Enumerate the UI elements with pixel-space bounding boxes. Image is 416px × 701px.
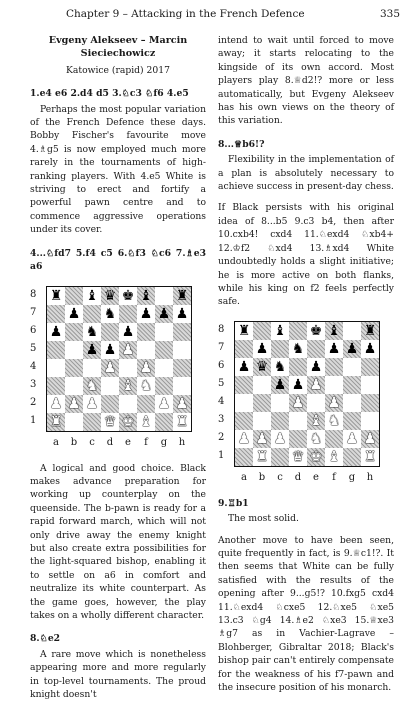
board-square xyxy=(65,413,83,431)
board-square xyxy=(271,358,289,376)
white-rook-icon: ♜ xyxy=(175,413,189,430)
board-square xyxy=(343,376,361,394)
black-knight-icon: ♞ xyxy=(103,305,117,322)
file-label: f xyxy=(332,471,336,483)
board-square xyxy=(325,376,343,394)
paragraph: A rare move which is nonetheless appearing more and more regularly in top-level tournaments. The proud knight doesn't xyxy=(30,648,206,700)
board-square xyxy=(83,377,101,395)
board-square xyxy=(361,322,379,340)
board-square xyxy=(83,359,101,377)
board-square xyxy=(137,341,155,359)
board-square xyxy=(235,340,253,358)
white-pawn-icon: ♟ xyxy=(237,430,251,447)
white-pawn-icon: ♟ xyxy=(67,395,81,412)
move-line: 8.♘e2 xyxy=(30,633,61,645)
black-bishop-icon: ♝ xyxy=(327,322,341,339)
white-pawn-icon: ♟ xyxy=(157,395,171,412)
paragraph: Perhaps the most popular variation of the French Defence these days. Bobby Fischer's favourite move 4.♗g5 is now employed much more rarely in the tournaments of high-ranking players. With 4.e5 White is striving to erect and fortify a powerful pawn centre and to commence aggressive operations under its cover. xyxy=(30,103,206,236)
white-pawn-icon: ♟ xyxy=(139,359,153,376)
board-square xyxy=(307,358,325,376)
event-line: Katowice (rapid) 2017 xyxy=(66,64,170,76)
board-square xyxy=(361,340,379,358)
rank-labels xyxy=(30,286,42,430)
board-square xyxy=(325,322,343,340)
board-square xyxy=(101,287,119,305)
board-square xyxy=(101,341,119,359)
file-label: e xyxy=(313,471,319,483)
board-square xyxy=(119,395,137,413)
black-knight-icon: ♞ xyxy=(85,323,99,340)
white-bishop-icon: ♝ xyxy=(139,413,153,430)
file-label: g xyxy=(160,436,168,448)
board-square xyxy=(325,412,343,430)
board-square xyxy=(47,287,65,305)
black-pawn-icon: ♟ xyxy=(85,341,99,358)
rank-label: 2 xyxy=(30,396,37,408)
board-square xyxy=(83,287,101,305)
board-square xyxy=(65,377,83,395)
board-square xyxy=(289,448,307,466)
running-header xyxy=(30,6,402,22)
board-square xyxy=(47,395,65,413)
board-square xyxy=(47,377,65,395)
board-square xyxy=(289,412,307,430)
paragraph: Another move to have been seen, quite frequently in fact, is 9.♕c1!?. It then seems that White can be fully satisfied with the results of the opening after 9...g5!? 10.fxg5 cxd4 11.♘exd4 ♘cxe5 12.♘xe5 ♘xe5 13.c3 ♘g4 14.♗e2 ♘xe3 15.♕xe3 ♗g7 as in Vachier-Lagrave – Blohberger, Gibraltar 2018; Black's bishop pair can't entirely compensate for the weakness of his f7-pawn and the insecure position of his monarch. xyxy=(218,534,394,693)
board-square xyxy=(235,358,253,376)
black-pawn-icon: ♟ xyxy=(255,340,269,357)
board-square xyxy=(343,394,361,412)
board-square xyxy=(361,412,379,430)
white-pawn-icon: ♟ xyxy=(175,395,189,412)
board-square xyxy=(325,448,343,466)
white-bishop-icon: ♝ xyxy=(327,448,341,465)
board-square xyxy=(83,341,101,359)
black-pawn-icon: ♟ xyxy=(363,340,377,357)
rank-label: 5 xyxy=(30,342,37,354)
black-pawn-icon: ♟ xyxy=(157,305,171,322)
board-square xyxy=(325,430,343,448)
board-square xyxy=(101,359,119,377)
paragraph: Flexibility in the implementation of a plan is absolutely necessary to achieve success in present-day chess. xyxy=(218,154,394,193)
board-square xyxy=(325,358,343,376)
board-square xyxy=(253,358,271,376)
board-square xyxy=(173,377,191,395)
board-square xyxy=(83,305,101,323)
black-bishop-icon: ♝ xyxy=(139,287,153,304)
rank-label: 1 xyxy=(30,414,37,426)
white-rook-icon: ♜ xyxy=(363,448,377,465)
board-square xyxy=(289,358,307,376)
board-square xyxy=(101,377,119,395)
board-square xyxy=(289,376,307,394)
white-rook-icon: ♜ xyxy=(255,448,269,465)
file-label: e xyxy=(125,436,131,448)
board-square xyxy=(253,340,271,358)
rank-label: 7 xyxy=(218,341,225,353)
black-rook-icon: ♜ xyxy=(49,287,63,304)
board-square xyxy=(343,448,361,466)
board-square xyxy=(101,395,119,413)
file-label: a xyxy=(53,436,59,448)
board-square xyxy=(65,287,83,305)
board-square xyxy=(271,394,289,412)
black-knight-icon: ♞ xyxy=(273,358,287,375)
board-square xyxy=(289,430,307,448)
board-square xyxy=(253,394,271,412)
black-pawn-icon: ♟ xyxy=(309,358,323,375)
board-square xyxy=(173,341,191,359)
board-square xyxy=(343,358,361,376)
board-square xyxy=(271,448,289,466)
white-pawn-icon: ♟ xyxy=(103,359,117,376)
board-square xyxy=(307,430,325,448)
move-line: 4...♘fd7 5.f4 c5 6.♘f3 ♘c6 7.♗e3 a6 xyxy=(30,247,206,273)
paragraph: The most solid. xyxy=(228,513,299,525)
white-knight-icon: ♞ xyxy=(85,377,99,394)
board-square xyxy=(235,430,253,448)
board-square xyxy=(119,377,137,395)
left-column xyxy=(30,34,206,701)
board-square xyxy=(83,395,101,413)
white-pawn-icon: ♟ xyxy=(327,394,341,411)
board-square xyxy=(47,359,65,377)
game-title: Evgeny Alekseev – Marcin Sieciechowicz xyxy=(48,35,188,60)
white-knight-icon: ♞ xyxy=(327,412,341,429)
file-label: c xyxy=(277,471,283,483)
move-line: 1.e4 e6 2.d4 d5 3.♘c3 ♘f6 4.e5 xyxy=(30,88,189,100)
white-bishop-icon: ♝ xyxy=(121,377,135,394)
chapter-title: Chapter 9 – Attacking in the French Defence xyxy=(66,8,305,20)
board-square xyxy=(271,412,289,430)
black-pawn-icon: ♟ xyxy=(121,323,135,340)
board-square xyxy=(343,322,361,340)
chess-board xyxy=(234,321,380,467)
board-square xyxy=(343,340,361,358)
board-square xyxy=(361,448,379,466)
black-pawn-icon: ♟ xyxy=(103,341,117,358)
file-label: a xyxy=(241,471,247,483)
board-square xyxy=(119,305,137,323)
white-knight-icon: ♞ xyxy=(309,430,323,447)
rank-label: 2 xyxy=(218,431,225,443)
board-square xyxy=(155,287,173,305)
board-square xyxy=(137,287,155,305)
board-square xyxy=(155,413,173,431)
black-pawn-icon: ♟ xyxy=(291,376,305,393)
black-king-icon: ♚ xyxy=(309,322,323,339)
rank-label: 7 xyxy=(30,306,37,318)
white-pawn-icon: ♟ xyxy=(121,341,135,358)
board-square xyxy=(271,322,289,340)
board-square xyxy=(271,340,289,358)
board-square xyxy=(155,377,173,395)
board-square xyxy=(119,323,137,341)
black-knight-icon: ♞ xyxy=(291,340,305,357)
white-pawn-icon: ♟ xyxy=(255,430,269,447)
board-square xyxy=(137,413,155,431)
board-square xyxy=(361,394,379,412)
paragraph: A logical and good choice. Black makes advance preparation for working up counterplay on the queenside. The b-pawn is ready for a rapid forward march, which will not only drive away the enemy knight but also create extra possibilities for the light-squared bishop, enabling it to settle on a6 in comfort and neutralize its white counterpart. As the game goes, however, the play takes on a wholly different character. xyxy=(30,462,206,621)
board-square xyxy=(235,322,253,340)
white-pawn-icon: ♟ xyxy=(363,430,377,447)
board-square xyxy=(361,376,379,394)
file-label: d xyxy=(294,471,302,483)
board-square xyxy=(65,359,83,377)
black-pawn-icon: ♟ xyxy=(327,340,341,357)
board-square xyxy=(47,305,65,323)
board-square xyxy=(325,340,343,358)
board-square xyxy=(119,341,137,359)
file-label: b xyxy=(258,471,266,483)
board-square xyxy=(271,430,289,448)
black-pawn-icon: ♟ xyxy=(273,376,287,393)
black-queen-icon: ♛ xyxy=(103,287,117,304)
white-king-icon: ♚ xyxy=(121,413,135,430)
board-square xyxy=(83,323,101,341)
white-rook-icon: ♜ xyxy=(49,413,63,430)
board-square xyxy=(307,448,325,466)
paragraph: intend to wait until forced to move away; it starts relocating to the kingside of its own accord. Most players play 8.♕d2!? more or less automatically, but Evgeny Alekseev has his own views on the theory of this variation. xyxy=(218,35,394,127)
black-pawn-icon: ♟ xyxy=(175,305,189,322)
board-square xyxy=(235,394,253,412)
file-label: d xyxy=(106,436,114,448)
board-square xyxy=(325,394,343,412)
rank-label: 8 xyxy=(30,288,37,300)
board-square xyxy=(155,341,173,359)
rank-label: 4 xyxy=(218,395,225,407)
black-pawn-icon: ♟ xyxy=(67,305,81,322)
white-queen-icon: ♛ xyxy=(291,448,305,465)
file-label: g xyxy=(348,471,356,483)
board-square xyxy=(101,413,119,431)
board-square xyxy=(137,359,155,377)
file-label: f xyxy=(144,436,148,448)
chess-board xyxy=(46,286,192,432)
black-rook-icon: ♜ xyxy=(363,322,377,339)
file-labels xyxy=(235,471,379,484)
paragraph: If Black persists with his original idea of 8...b5 9.c3 b4, then after 10.cxb4! cxd4 11.♘exd4 ♘xb4+ 12.♔f2 ♘xd4 13.♗xd4 White undoubtedly holds a slight initiative; he is more active on both flanks, while his king on f2 feels perfectly safe. xyxy=(218,202,394,308)
board-square xyxy=(235,448,253,466)
board-square xyxy=(253,448,271,466)
board-square xyxy=(65,395,83,413)
black-bishop-icon: ♝ xyxy=(273,322,287,339)
white-pawn-icon: ♟ xyxy=(291,394,305,411)
rank-label: 6 xyxy=(218,359,225,371)
board-square xyxy=(253,412,271,430)
board-square xyxy=(173,323,191,341)
board-square xyxy=(289,340,307,358)
board-square xyxy=(155,323,173,341)
white-king-icon: ♚ xyxy=(309,448,323,465)
board-square xyxy=(101,323,119,341)
board-square xyxy=(235,376,253,394)
black-pawn-icon: ♟ xyxy=(345,340,359,357)
board-square xyxy=(173,305,191,323)
rank-label: 3 xyxy=(30,378,37,390)
black-king-icon: ♚ xyxy=(121,287,135,304)
right-column xyxy=(218,34,394,694)
rank-label: 3 xyxy=(218,413,225,425)
board-square xyxy=(155,359,173,377)
board-square xyxy=(307,412,325,430)
board-square xyxy=(155,395,173,413)
black-queen-icon: ♛ xyxy=(255,358,269,375)
board-square xyxy=(137,305,155,323)
board-square xyxy=(289,394,307,412)
white-pawn-icon: ♟ xyxy=(49,395,63,412)
board-square xyxy=(65,305,83,323)
board-square xyxy=(173,287,191,305)
board-square xyxy=(65,341,83,359)
file-labels xyxy=(47,436,191,449)
page-number: 335 xyxy=(379,8,400,20)
black-pawn-icon: ♟ xyxy=(139,305,153,322)
chess-diagram-1 xyxy=(30,280,206,456)
white-pawn-icon: ♟ xyxy=(309,376,323,393)
rank-label: 1 xyxy=(218,449,225,461)
black-pawn-icon: ♟ xyxy=(49,323,63,340)
board-square xyxy=(47,341,65,359)
board-square xyxy=(173,395,191,413)
move-line: 8...♕b6!? xyxy=(218,138,265,150)
file-label: h xyxy=(178,436,186,448)
board-square xyxy=(307,322,325,340)
white-bishop-icon: ♝ xyxy=(309,412,323,429)
board-square xyxy=(119,359,137,377)
board-square xyxy=(47,323,65,341)
board-square xyxy=(307,340,325,358)
board-square xyxy=(155,305,173,323)
board-square xyxy=(253,322,271,340)
rank-label: 6 xyxy=(30,324,37,336)
black-rook-icon: ♜ xyxy=(237,322,251,339)
board-square xyxy=(101,305,119,323)
white-pawn-icon: ♟ xyxy=(345,430,359,447)
move-line: 9.♖b1 xyxy=(218,497,249,509)
board-square xyxy=(253,430,271,448)
file-label: c xyxy=(89,436,95,448)
board-square xyxy=(253,376,271,394)
file-label: b xyxy=(70,436,78,448)
board-square xyxy=(361,430,379,448)
white-pawn-icon: ♟ xyxy=(273,430,287,447)
board-square xyxy=(137,377,155,395)
rank-label: 8 xyxy=(218,323,225,335)
rank-label: 4 xyxy=(30,360,37,372)
chess-diagram-2 xyxy=(218,315,394,491)
board-square xyxy=(271,376,289,394)
board-square xyxy=(343,430,361,448)
board-square xyxy=(47,413,65,431)
board-square xyxy=(235,412,253,430)
black-rook-icon: ♜ xyxy=(175,287,189,304)
black-pawn-icon: ♟ xyxy=(237,358,251,375)
board-square xyxy=(307,394,325,412)
board-square xyxy=(137,323,155,341)
board-square xyxy=(173,359,191,377)
board-square xyxy=(119,287,137,305)
board-square xyxy=(137,395,155,413)
file-label: h xyxy=(366,471,374,483)
board-square xyxy=(173,413,191,431)
black-bishop-icon: ♝ xyxy=(85,287,99,304)
board-square xyxy=(65,323,83,341)
rank-label: 5 xyxy=(218,377,225,389)
board-square xyxy=(119,413,137,431)
white-queen-icon: ♛ xyxy=(103,413,117,430)
rank-labels xyxy=(218,321,230,465)
board-square xyxy=(343,412,361,430)
board-square xyxy=(307,376,325,394)
board-square xyxy=(83,413,101,431)
white-pawn-icon: ♟ xyxy=(85,395,99,412)
board-square xyxy=(289,322,307,340)
board-square xyxy=(361,358,379,376)
white-knight-icon: ♞ xyxy=(139,377,153,394)
